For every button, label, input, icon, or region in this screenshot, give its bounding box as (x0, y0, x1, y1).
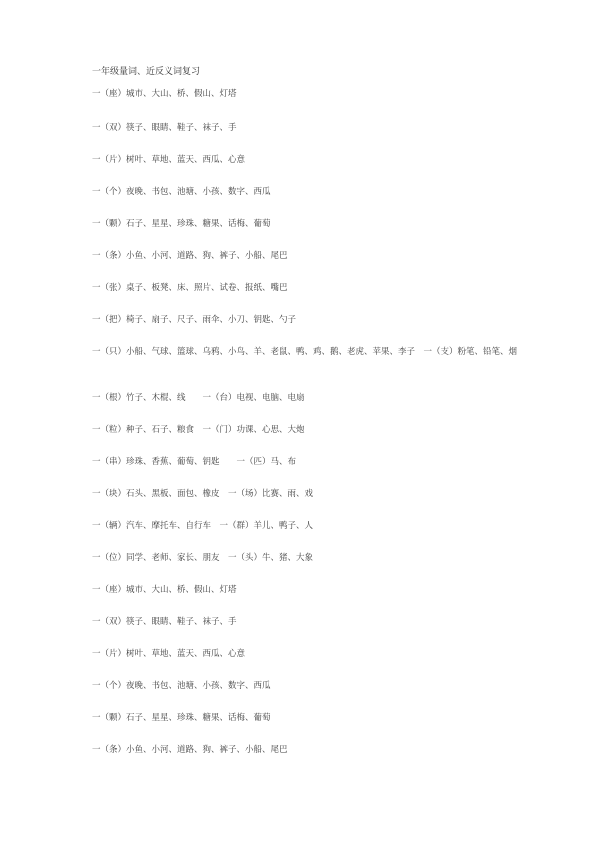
text-line: 一（粒）种子、石子、粮食 一（门）功课、心思、大炮 (92, 425, 305, 435)
text-line: 一（只）小船、气球、篮球、乌鸦、小鸟、羊、老鼠、鸭、鸡、鹅、老虎、苹果、李子 一（支）粉笔、铅笔、烟 (92, 347, 518, 357)
text-line: 一（根）竹子、木棍、线 一（台）电视、电脑、电扇 (92, 393, 305, 403)
text-line: 一（座）城市、大山、桥、假山、灯塔 (92, 585, 237, 595)
text-line: 一（片）树叶、草地、蓝天、西瓜、心意 (92, 649, 246, 659)
text-line: 一（个）夜晚、书包、池塘、小孩、数字、西瓜 (92, 187, 271, 197)
text-line: 一（双）筷子、眼睛、鞋子、袜子、手 (92, 617, 237, 627)
text-line: 一（串）珍珠、香蕉、葡萄、钥匙 一（匹）马、布 (92, 457, 297, 467)
text-line: 一（位）同学、老师、家长、朋友 一（头）牛、猪、大象 (92, 553, 314, 563)
text-line: 一（颗）石子、星星、珍珠、糖果、话梅、葡萄 (92, 713, 271, 723)
text-line: 一（条）小鱼、小河、道路、狗、裤子、小船、尾巴 (92, 745, 288, 755)
text-line: 一（个）夜晚、书包、池塘、小孩、数字、西瓜 (92, 681, 271, 691)
text-line: 一（块）石头、黑板、面包、橡皮 一（场）比赛、雨、戏 (92, 489, 314, 499)
text-line: 一（张）桌子、板凳、床、照片、试卷、报纸、嘴巴 (92, 283, 288, 293)
text-line: 一（座）城市、大山、桥、假山、灯塔 (92, 89, 237, 99)
text-line: 一（辆）汽车、摩托车、自行车 一（群）羊儿、鸭子、人 (92, 521, 314, 531)
text-line: 一（片）树叶、草地、蓝天、西瓜、心意 (92, 155, 246, 165)
document-title: 一年级量词、近反义词复习 (92, 67, 201, 77)
text-line: 一（条）小鱼、小河、道路、狗、裤子、小船、尾巴 (92, 251, 288, 261)
text-line: 一（颗）石子、星星、珍珠、糖果、话梅、葡萄 (92, 219, 271, 229)
text-line: 一（把）椅子、扇子、尺子、雨伞、小刀、钥匙、勺子 (92, 315, 297, 325)
text-line: 一（双）筷子、眼睛、鞋子、袜子、手 (92, 123, 237, 133)
